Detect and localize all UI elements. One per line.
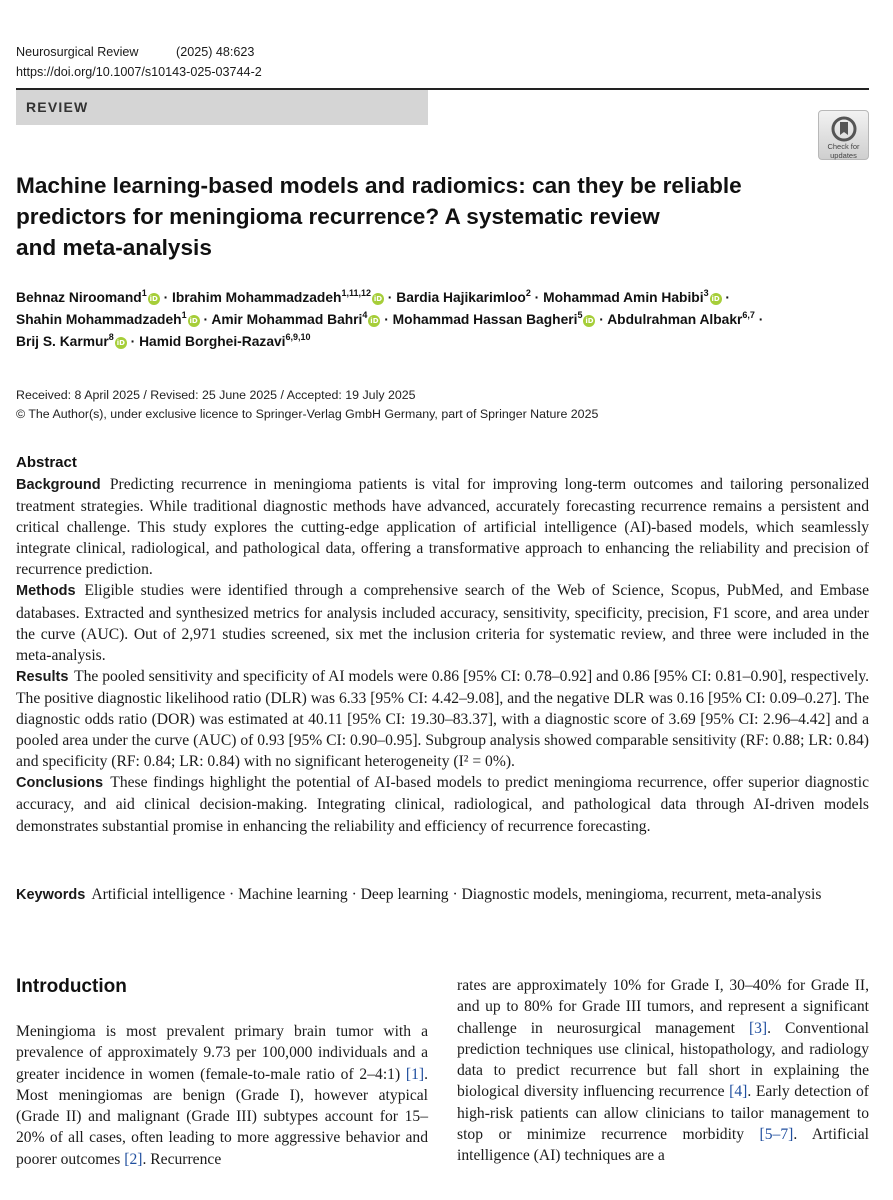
background-label: Background (16, 477, 101, 493)
keywords-label: Keywords (16, 887, 86, 903)
journal-citation: (2025) 48:623 (176, 45, 255, 59)
author-list: Behnaz Niroomand$^1$iD · Ibrahim Mohammadzadeh$^{1,11,12}$iD · Bardia Hajikarimloo$^2$ · Mohammad Amin Habibi$^3$iD · Shahin Mohammadzadeh$^1$iD · Amir Mohammad Bahri$^4$iD · Mohammad Hassan Bagheri$^5$iD · Abdulrahman Albakr$^{6,7}$ · Brij S. Karmur$^8$iD · Hamid Borghei-Razavi$^{6,9,10}$ (16, 288, 764, 349)
intro-text: . Conventional prediction techniques use clinical, histopathology, and radiology data to predict recurrence but fall short in explaining the biological diversity influencing recurrence (457, 1019, 869, 1101)
check-updates-line2: updates (830, 151, 857, 160)
abstract-background (16, 474, 869, 580)
reference-link[interactable]: [5–7] (759, 1126, 794, 1144)
author-affiliation: 8 (108, 332, 114, 342)
author-name[interactable]: Ibrahim Mohammadzadeh (172, 290, 342, 305)
title-line: Machine learning-based models and radiomics: can they be reliable (16, 173, 742, 198)
abstract-section (16, 452, 869, 837)
publication-dates (16, 386, 598, 424)
author-name[interactable]: Mohammad Hassan Bagheri (392, 312, 578, 327)
author-name[interactable]: Bardia Hajikarimloo (396, 290, 526, 305)
abstract-methods (16, 580, 869, 665)
article-type-label: REVIEW (26, 99, 89, 115)
journal-name: Neurosurgical Review (16, 45, 139, 59)
article-type-band (16, 90, 428, 125)
author-affiliation: 1,11,12 (341, 288, 371, 298)
abstract-heading: Abstract (16, 454, 77, 471)
conclusions-text: These findings highlight the potential of AI-based models to predict meningioma recurrence, offer superior diagnostic accuracy, and aid clinical decision-making. Integrating clinical, radiological, and pathological data through AI-driven models demonstrates substantial promise in enhancing the reliability and efficiency of recurrence forecasting. (16, 774, 869, 835)
orcid-icon[interactable]: iD (370, 317, 379, 325)
introduction-heading: Introduction (16, 976, 127, 997)
author-affiliation: 4 (362, 310, 368, 320)
author-name[interactable]: Brij S. Karmur (16, 334, 109, 349)
background-text: Predicting recurrence in meningioma patients is vital for improving long-term outcomes and tailoring personalized treatment strategies. While traditional diagnostic methods have advanced, accurately forecasting recurrence remains a persistent and critical challenge. This study explores the cutting-edge application of artificial intelligence (AI)-based models, which seamlessly integrate clinical, radiological, and pathological data, offering a transformative approach to enhancing the reliability and precision of recurrence prediction. (16, 476, 869, 579)
orcid-icon[interactable]: iD (149, 295, 158, 303)
methods-label: Methods (16, 583, 76, 600)
intro-text: . Most meningiomas are benign (Grade I), however atypical (Grade II) and malignant (Grade III) subtypes account for 15–20% of all cases, often leading to more aggressive behavior and poorer outcomes (16, 1065, 428, 1168)
reference-link[interactable]: [4] (729, 1083, 748, 1101)
doi-link[interactable]: https://doi.org/10.1007/s10143-025-03744-2 (16, 65, 262, 79)
methods-text: Eligible studies were identified through a comprehensive search of the Web of Science, Scopus, PubMed, and Embase databases. Extracted and synthesized metrics for analysis included accuracy, sensitivity, specificity, precision, F1 score, and area under the curve (AUC). Out of 2,971 studies screened, six met the inclusion criteria for systematic review, and three were included in the meta-analysis. (16, 582, 869, 664)
orcid-icon[interactable]: iD (116, 339, 125, 347)
abstract-conclusions (16, 772, 869, 836)
orcid-icon[interactable]: iD (189, 317, 198, 325)
author-name[interactable]: Abdulrahman Albakr (607, 312, 743, 327)
author-name[interactable]: Mohammad Amin Habibi (543, 290, 704, 305)
author-name[interactable]: Amir Mohammad Bahri (211, 312, 363, 327)
results-text: The pooled sensitivity and specificity of AI models were 0.86 [95% CI: 0.78–0.92] and 0.86 [95% CI: 0.81–0.90], respectively. The positive diagnostic likelihood ratio (DLR) was 6.33 [95% CI: 4.42–9.08], and the negative DLR was 0.16 [95% CI: 0.09–0.27]. The diagnostic odds ratio (DOR) was estimated at 40.11 [95% CI: 19.30–83.37], with a diagnostic score of 3.69 [95% CI: 2.96–4.42] and a pooled area under the curve (AUC) of 0.93 [95% CI: 0.90–0.95]. Subgroup analysis showed comparable sensitivity (RF: 0.88; LR: 0.84) and specificity (RF: 0.84; LR: 0.84) with no significant heterogeneity (I² = 0%). (16, 667, 869, 771)
intro-text: . Recurrence (142, 1150, 222, 1168)
history-dates: Received: 8 April 2025 / Revised: 25 June 2025 / Accepted: 19 July 2025 (16, 388, 416, 402)
reference-link[interactable]: [2] (124, 1150, 143, 1168)
intro-text: Meningioma is most prevalent primary brain tumor with a prevalence of approximately 9.73 per 100,000 individuals and a greater incidence in women (female-to-male ratio of 2–4:1) (16, 1023, 428, 1083)
keywords-text: Artificial intelligence · Machine learning · Deep learning · Diagnostic models, meningioma, recurrent, meta-analysis (91, 886, 822, 903)
article-title (16, 170, 806, 263)
check-for-updates-badge[interactable] (818, 110, 869, 160)
intro-text: rates are approximately 10% for Grade I, 30–40% for Grade II, and up to 80% for Grade III tumors, and represent a significant challenge in neurosurgical management (457, 977, 869, 1037)
results-label: Results (16, 668, 69, 685)
conclusions-label: Conclusions (16, 775, 104, 792)
author-affiliation: 2 (525, 288, 531, 298)
author-affiliation: 6,9,10 (285, 332, 311, 342)
author-name[interactable]: Behnaz Niroomand (16, 290, 142, 305)
reference-link[interactable]: [1] (405, 1065, 425, 1083)
orcid-icon[interactable]: iD (585, 317, 594, 325)
author-name[interactable]: Shahin Mohammadzadeh (16, 312, 182, 327)
bookmark-ring-icon (831, 116, 857, 142)
author-affiliation: 5 (577, 310, 583, 320)
author-affiliation: 1 (181, 310, 187, 320)
keywords-section (16, 884, 869, 907)
introduction-column-right (457, 975, 869, 1167)
reference-link[interactable]: [3] (748, 1019, 768, 1037)
intro-text: . Early detection of high-risk patients can allow clinicians to tailor management to stop or minimize recurrence morbidity (457, 1083, 869, 1144)
orcid-icon[interactable]: iD (373, 295, 383, 303)
title-line: and meta-analysis (16, 235, 212, 260)
journal-header (16, 42, 262, 82)
author-affiliation: 1 (141, 288, 147, 298)
check-updates-line1: Check for (827, 142, 860, 151)
introduction-column-left (16, 1021, 428, 1170)
intro-text: . Artificial intelligence (AI) techniques are a (457, 1126, 869, 1165)
author-name[interactable]: Hamid Borghei-Razavi (139, 334, 286, 349)
abstract-results (16, 666, 869, 772)
author-affiliation: 6,7 (742, 310, 755, 320)
title-line: predictors for meningioma recurrence? A systematic review (16, 204, 660, 229)
author-affiliation: 3 (703, 288, 709, 298)
orcid-icon[interactable]: iD (711, 295, 720, 303)
copyright-notice: © The Author(s), under exclusive licence to Springer-Verlag GmbH Germany, part of Springer Nature 2025 (16, 407, 599, 421)
